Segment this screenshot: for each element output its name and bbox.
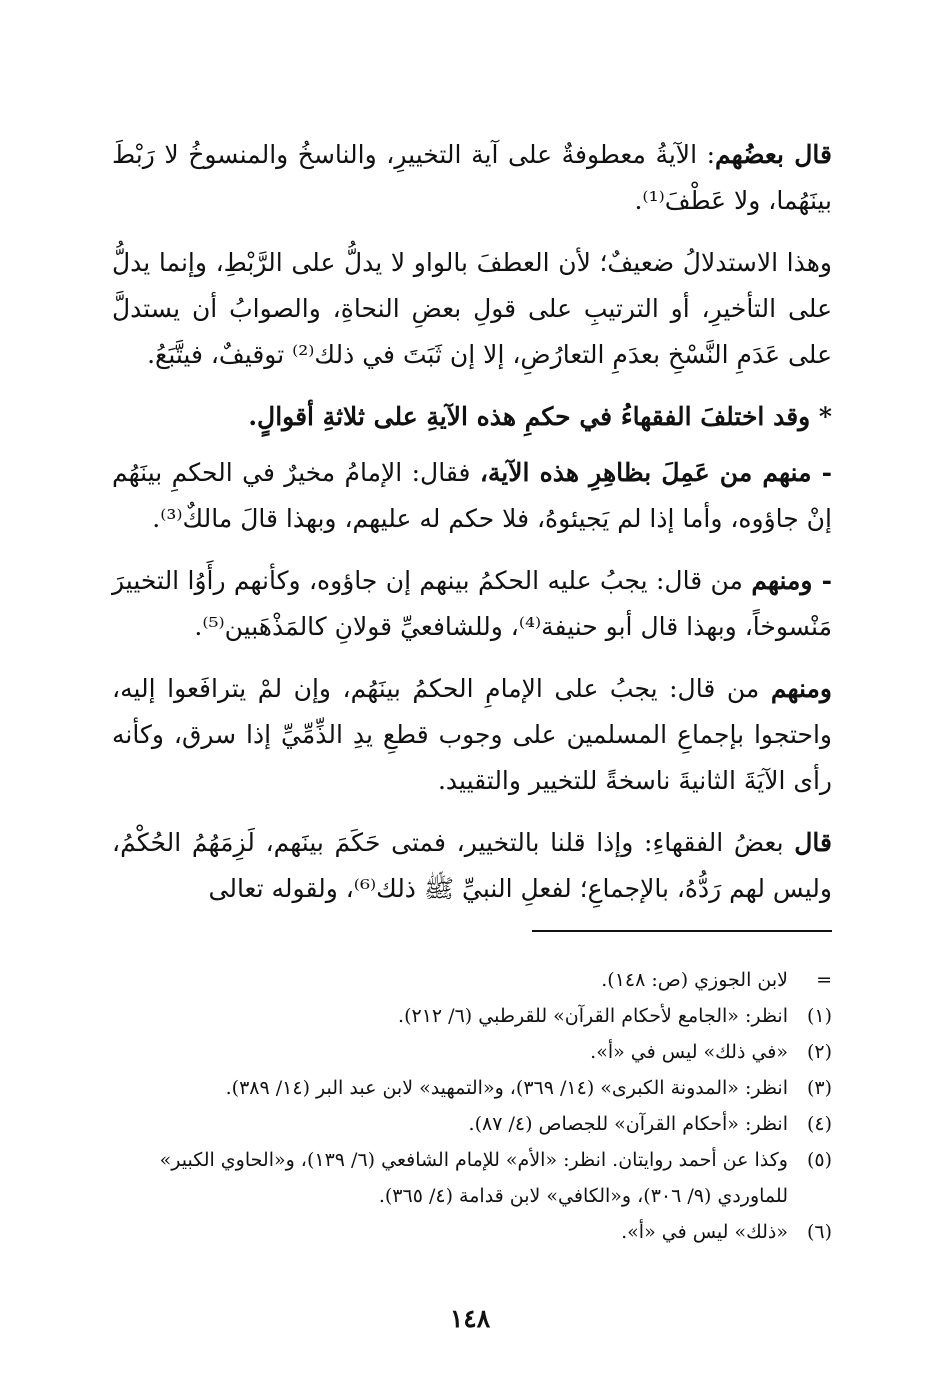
footnote-3 bbox=[102, 1070, 832, 1106]
footnote-number: (٤) bbox=[806, 1113, 832, 1135]
footnote-number: (٣) bbox=[806, 1077, 832, 1099]
footnote-text: انظر: «أحكام القرآن» للجصاص (٤/ ٨٧). bbox=[468, 1113, 788, 1135]
footnote-number: (٥) bbox=[806, 1149, 832, 1171]
paragraph-7 bbox=[112, 820, 832, 912]
footnotes bbox=[102, 962, 832, 1250]
footnote-marker: = bbox=[816, 969, 832, 991]
paragraph-6-text: من قال: يجبُ على الإمامِ الحكمُ بينَهُم، وإن لمْ يترافَعوا إليه، واحتجوا بإجماعِ المسلمين على وجوب قطعِ يدِ الذِّمِّيِّ إذا سرق، وكأنه رأى الآيَةَ الثانيةَ ناسخةً للتخيير والتقييد. bbox=[112, 674, 832, 795]
footnote-continued bbox=[102, 962, 832, 998]
footnote-number: (٦) bbox=[806, 1221, 832, 1243]
footnote-separator bbox=[532, 930, 832, 932]
footnote-text: انظر: «الجامع لأحكام القرآن» للقرطبي (٦/ ٢١٢). bbox=[398, 1005, 788, 1027]
footnote-4 bbox=[102, 1106, 832, 1142]
footnote-number: (١) bbox=[806, 1005, 832, 1027]
paragraph-1 bbox=[112, 132, 832, 224]
main-text bbox=[112, 132, 832, 928]
paragraph-5-text: من قال: يجبُ عليه الحكمُ بينهم إن جاؤوه، وكأنهم رأَوُا التخييرَ مَنْسوخاً، وبهذا قال أبو حنيفة⁽⁴⁾، وللشافعيِّ قولانِ كالمَذْهَبين⁽⁵⁾. bbox=[112, 566, 832, 641]
paragraph-2: وهذا الاستدلالُ ضعيفٌ؛ لأن العطفَ بالواو لا يدلُّ على الرَّبْطِ، وإنما يدلُّ على التأخيرِ، أو الترتيبِ على قولِ بعضِ النحاةِ، والصوابُ أن يستدلَّ على عَدَمِ النَّسْخِ بعدَمِ التعارُضِ، إلا إن ثَبَتَ في ذلك⁽²⁾ توقيفٌ، فيتَّبَعُ. bbox=[112, 248, 832, 369]
footnote-text: «ذلك» ليس في «أ». bbox=[621, 1221, 788, 1243]
footnote-text: «في ذلك» ليس في «أ». bbox=[590, 1041, 788, 1063]
paragraph-6 bbox=[112, 666, 832, 804]
paragraph-7-lead: قال bbox=[794, 828, 832, 857]
footnote-number: (٢) bbox=[806, 1041, 832, 1063]
footnote-5 bbox=[102, 1142, 832, 1214]
paragraph-4-text: فقال: الإمامُ مخيرٌ في الحكمِ بينَهُم إنْ جاؤوه، وأما إذا لم يَجيئوهُ، فلا حكم له عليهم، وبهذا قالَ مالكٌ⁽³⁾. bbox=[112, 458, 832, 533]
paragraph-5 bbox=[112, 558, 832, 650]
footnote-6 bbox=[102, 1214, 832, 1250]
paragraph-6-lead: ومنهم bbox=[770, 674, 832, 703]
footnote-2 bbox=[102, 1034, 832, 1070]
paragraph-5-lead: - ومنهم bbox=[751, 566, 832, 595]
page-number: ١٤٨ bbox=[449, 1304, 491, 1333]
paragraph-4-lead: - منهم من عَمِلَ بظاهِرِ هذه الآية، bbox=[479, 458, 832, 487]
paragraph-1-text: : الآيةُ معطوفةٌ على آية التخييرِ، والناسخُ والمنسوخُ لا رَبْطَ بينَهُما، ولا عَطْفَ⁽¹⁾. bbox=[112, 140, 832, 215]
footnote-text: انظر: «المدونة الكبرى» (١٤/ ٣٦٩)، و«التمهيد» لابن عبد البر (١٤/ ٣٨٩). bbox=[225, 1077, 788, 1099]
footnote-1 bbox=[102, 998, 832, 1034]
footnote-text: وكذا عن أحمد روايتان. انظر: «الأم» للإمام الشافعي (٦/ ١٣٩)، و«الحاوي الكبير» للماوردي (٩/ ٣٠٦)، و«الكافي» لابن قدامة (٤/ ٣٦٥). bbox=[159, 1149, 788, 1207]
paragraph-7-text: بعضُ الفقهاءِ: وإذا قلنا بالتخيير، فمتى حَكَمَ بينَهم، لَزِمَهُمُ الحُكْمُ، وليس لهم رَدُّهُ، بالإجماعِ؛ لفعلِ النبيِّ ﷺ ذلك⁽⁶⁾، ولقوله تعالى bbox=[112, 828, 832, 903]
footnote-text: لابن الجوزي (ص: ١٤٨). bbox=[601, 969, 788, 991]
section-heading: * وقد اختلفَ الفقهاءُ في حكمِ هذه الآيةِ على ثلاثةِ أقوالٍ. bbox=[248, 402, 832, 431]
paragraph-4 bbox=[112, 450, 832, 542]
paragraph-1-lead: قال بعضُهم bbox=[715, 140, 832, 169]
